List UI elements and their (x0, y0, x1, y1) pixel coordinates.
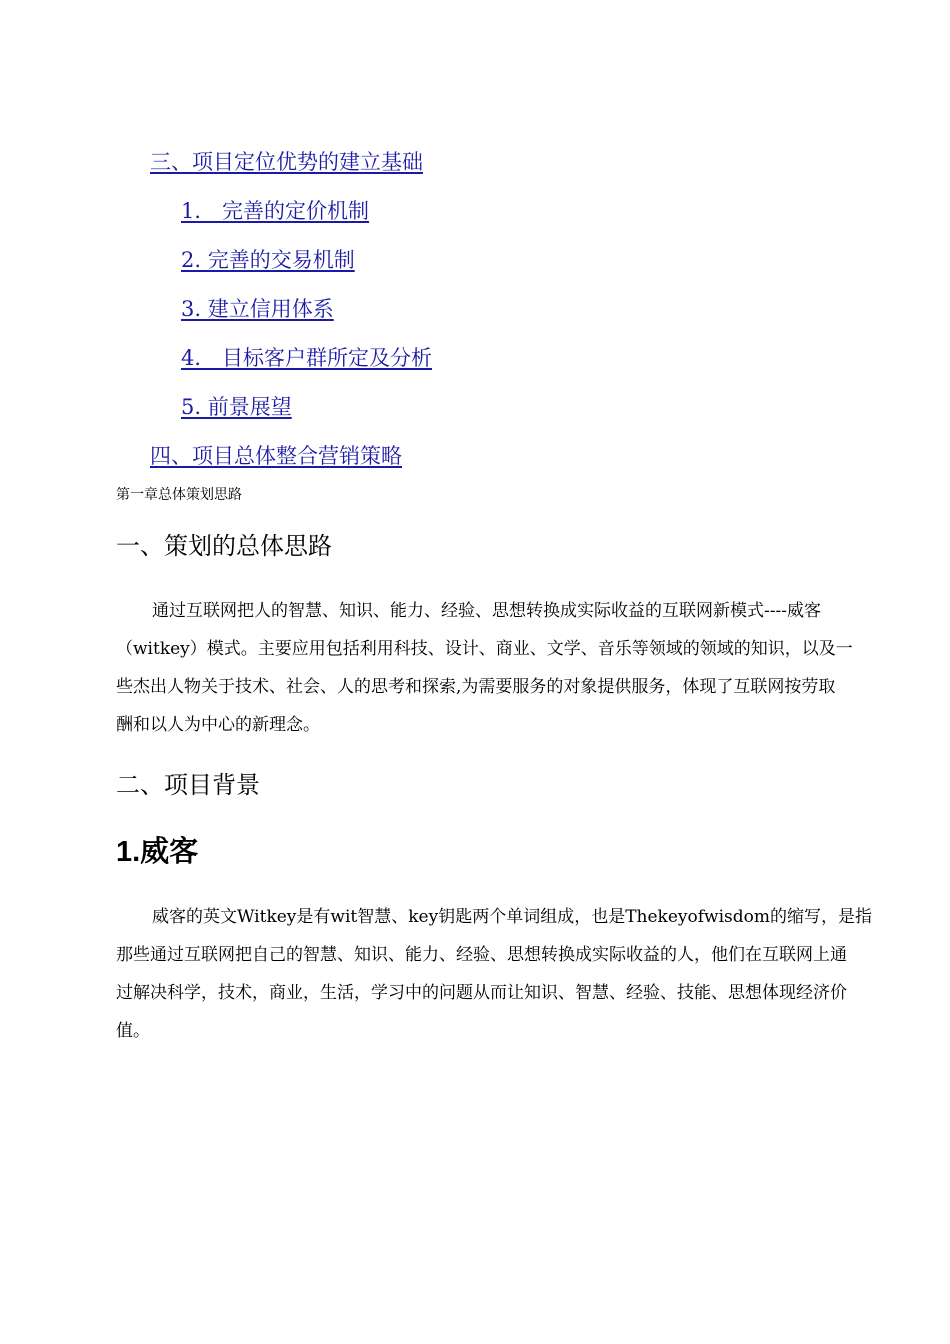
toc-link-target-customers[interactable]: 4． 目标客户群所定及分析 (181, 346, 433, 370)
paragraph-line: （witkey）模式。主要应用包括利用科技、设计、商业、文学、音乐等领域的领域的知识，以及一 (116, 639, 853, 659)
toc-link-section-4[interactable]: 四、项目总体整合营销策略 (150, 444, 402, 468)
section-heading-project-background: 二、项目背景 (116, 771, 260, 799)
paragraph-line: 威客的英文Witkey是有wit智慧、key钥匙两个单词组成，也是Thekeyofwisdom的缩写，是指 (152, 907, 872, 927)
paragraph-line: 那些通过互联网把自己的智慧、知识、能力、经验、思想转换成实际收益的人，他们在互联网上通 (116, 945, 847, 965)
paragraph-line: 通过互联网把人的智慧、知识、能力、经验、思想转换成实际收益的互联网新模式----威客 (152, 601, 821, 621)
toc-link-outlook[interactable]: 5. 前景展望 (181, 395, 292, 419)
paragraph-line: 值。 (116, 1021, 150, 1041)
toc-link-trading-mechanism[interactable]: 2. 完善的交易机制 (181, 248, 355, 272)
section-paragraph-planning-ideas (116, 592, 940, 744)
chapter-label: 第一章总体策划思路 (116, 487, 242, 503)
subsection-heading-witkey: 1.威客 (116, 836, 199, 868)
toc-link-pricing-mechanism[interactable]: 1． 完善的定价机制 (181, 199, 370, 223)
section-heading-planning-ideas: 一、策划的总体思路 (116, 532, 332, 560)
paragraph-line: 过解决科学，技术，商业，生活，学习中的问题从而让知识、智慧、经验、技能、思想体现经济价 (116, 983, 847, 1003)
subsection-paragraph-witkey (116, 898, 940, 1050)
toc-link-credit-system[interactable]: 3. 建立信用体系 (181, 297, 334, 321)
paragraph-line: 酬和以人为中心的新理念。 (116, 715, 320, 735)
paragraph-line: 些杰出人物关于技术、社会、人的思考和探索,为需要服务的对象提供服务，体现了互联网按劳取 (116, 677, 836, 697)
toc-link-section-3[interactable]: 三、项目定位优势的建立基础 (150, 150, 423, 174)
